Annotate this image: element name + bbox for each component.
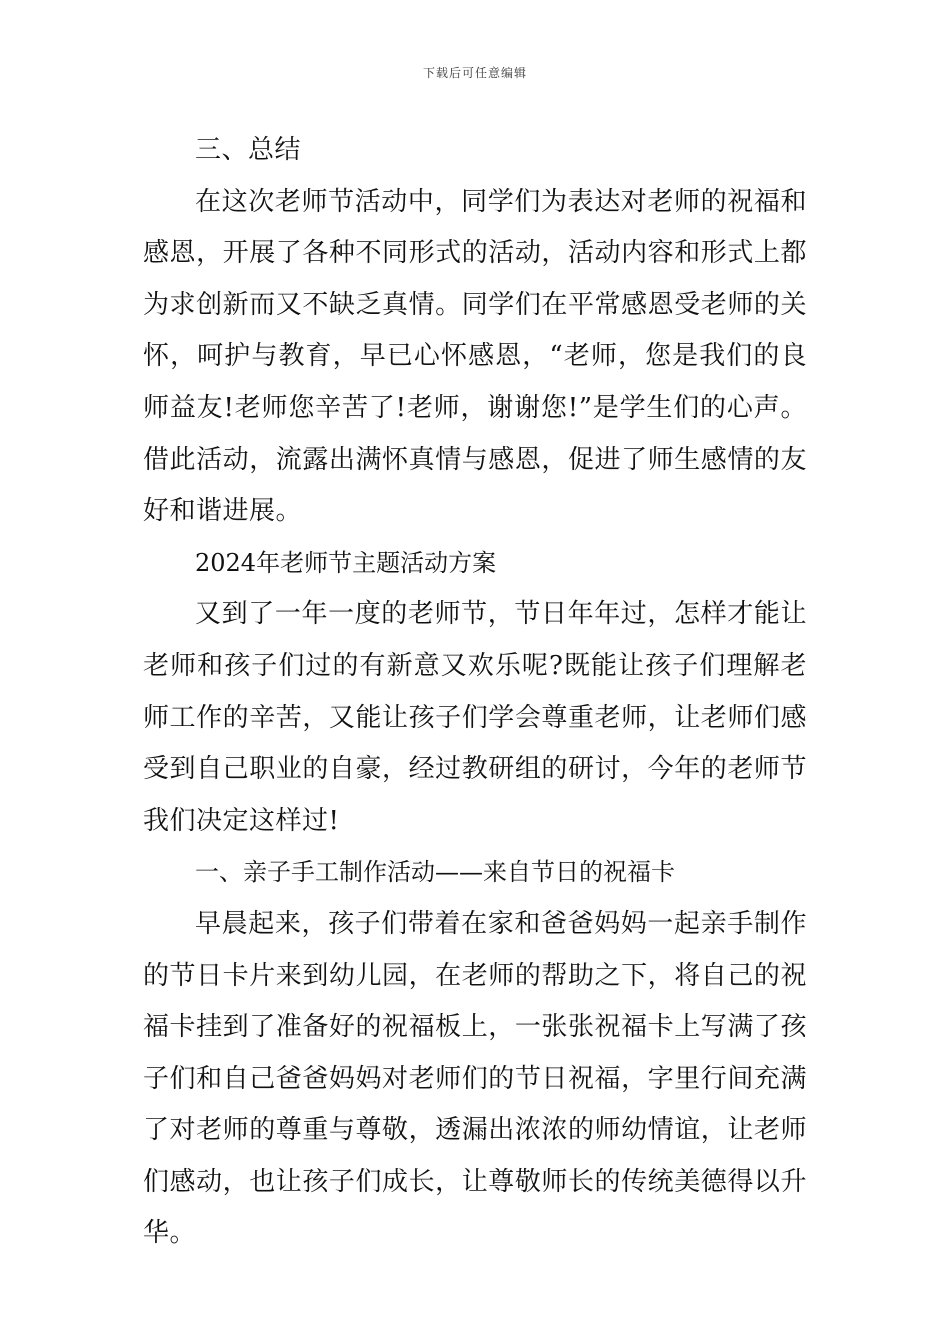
plan-title: 2024年老师节主题活动方案: [195, 548, 497, 577]
section-heading-activity-one: 一、亲子手工制作活动——来自节日的祝福卡: [195, 858, 675, 887]
intro-paragraph: 又到了一年一度的老师节，节日年年过，怎样才能让老师和孩子们过的有新意又欢乐呢?既能让孩子们理解老师工作的辛苦，又能让孩子们学会尊重老师，让老师们感受到自己职业的自豪，经过教研组的研讨，今年的老师节我们决定这样过!: [143, 599, 807, 836]
page-header-note: 下载后可任意编辑: [422, 66, 527, 80]
section-heading-summary: 三、总结: [195, 135, 302, 165]
summary-paragraph: 在这次老师节活动中，同学们为表达对老师的祝福和感恩，开展了各种不同形式的活动，活动内容和形式上都为求创新而又不缺乏真情。同学们在平常感恩受老师的关怀，呵护与教育，早已心怀感恩，“老师，您是我们的良师益友!老师您辛苦了!老师，谢谢您!”是学生们的心声。借此活动，流露出满怀真情与感恩，促进了师生感情的友好和谐进展。: [143, 186, 807, 527]
document-body: [143, 125, 807, 1260]
activity-one-paragraph: 早晨起来，孩子们带着在家和爸爸妈妈一起亲手制作的节日卡片来到幼儿园，在老师的帮助之下，将自己的祝福卡挂到了准备好的祝福板上，一张张祝福卡上写满了孩子们和自己爸爸妈妈对老师们的节日祝福，字里行间充满了对老师的尊重与尊敬，透漏出浓浓的师幼情谊，让老师们感动，也让孩子们成长，让尊敬师长的传统美德得以升华。: [143, 908, 807, 1249]
